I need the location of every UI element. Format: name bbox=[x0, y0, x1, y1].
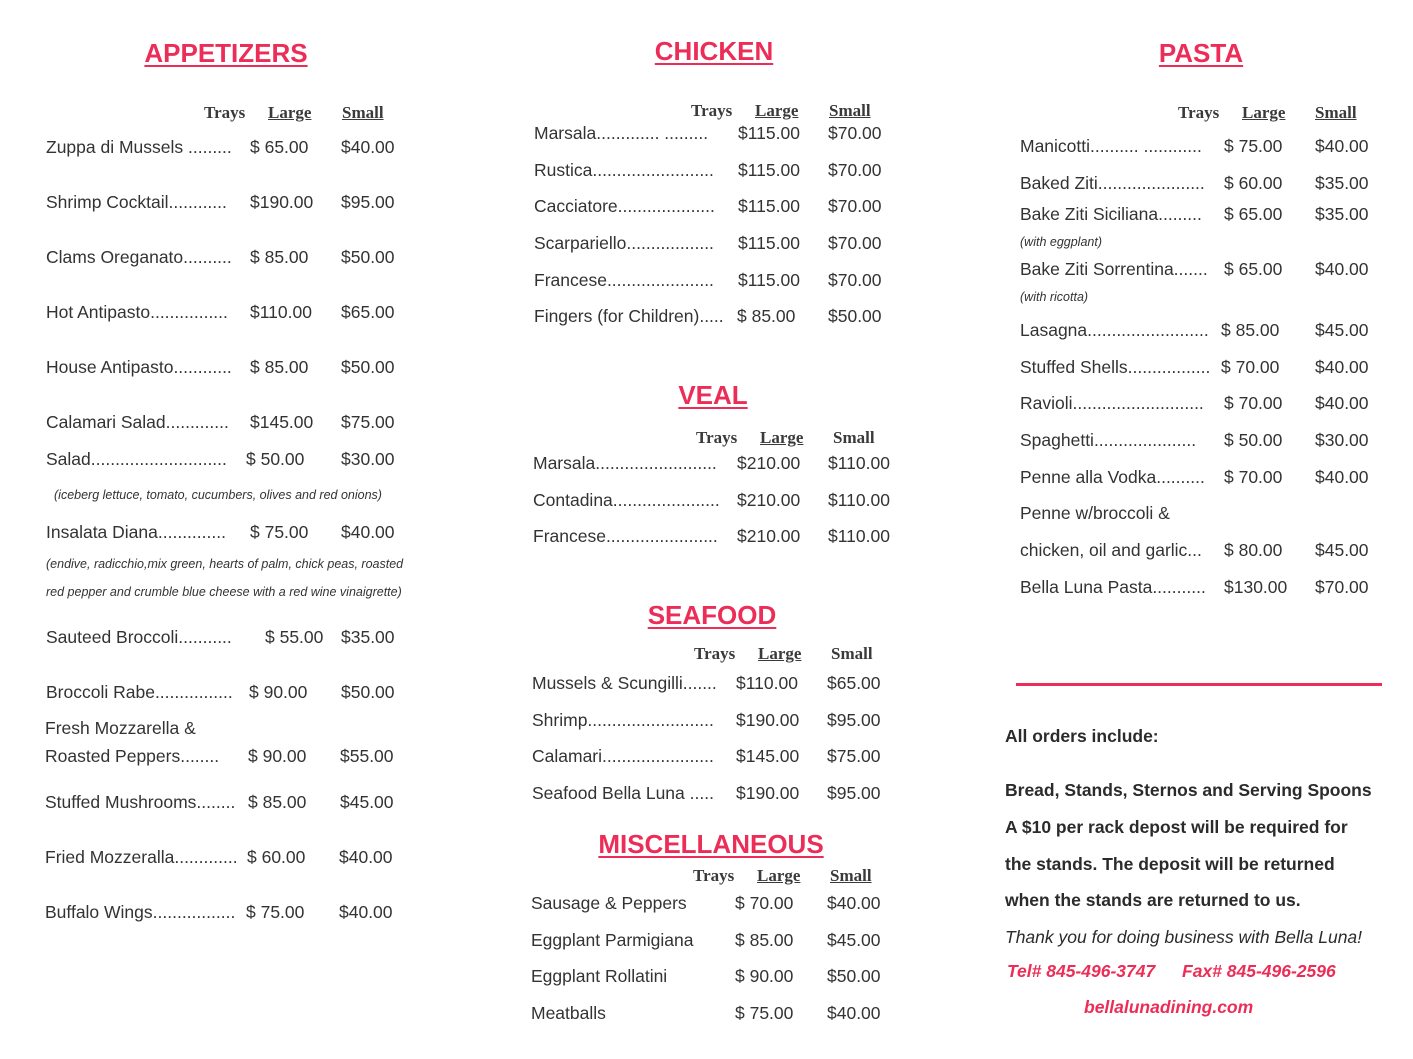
item-name: Fingers (for Children)..... bbox=[534, 306, 724, 326]
trays-label: Trays bbox=[694, 644, 736, 663]
section-divider bbox=[1016, 683, 1382, 686]
item-small-price: $95.00 bbox=[341, 192, 395, 212]
item-small-price: $50.00 bbox=[341, 357, 395, 377]
item-large-price: $110.00 bbox=[736, 673, 798, 693]
item-large-price: $ 65.00 bbox=[1224, 204, 1283, 224]
item-large-price: $ 85.00 bbox=[250, 247, 309, 267]
item-name: Lasagna......................... bbox=[1020, 320, 1209, 340]
item-name: Spaghetti..................... bbox=[1020, 430, 1197, 450]
item-name: Shrimp.......................... bbox=[532, 710, 714, 730]
item-large-price: $ 85.00 bbox=[735, 930, 794, 950]
item-large-price: $ 70.00 bbox=[1224, 393, 1283, 413]
item-small-price: $75.00 bbox=[827, 746, 881, 766]
trays-label: Trays bbox=[693, 866, 735, 885]
middle-column bbox=[520, 0, 940, 1059]
item-large-price: $190.00 bbox=[736, 710, 800, 730]
item-large-price: $115.00 bbox=[738, 160, 800, 180]
item-name: Broccoli Rabe................ bbox=[46, 682, 233, 702]
item-small-price: $40.00 bbox=[341, 137, 395, 157]
large-label: Large bbox=[758, 644, 802, 663]
diana-note: red pepper and crumble blue cheese with a red wine vinaigrette) bbox=[46, 585, 402, 599]
item-small-price: $40.00 bbox=[1315, 393, 1369, 413]
item-large-price: $ 90.00 bbox=[735, 966, 794, 986]
info-line: Bread, Stands, Sternos and Serving Spoons bbox=[1005, 780, 1372, 800]
item-name: Salad............................ bbox=[46, 449, 227, 469]
item-small-price: $65.00 bbox=[827, 673, 881, 693]
item-large-price: $ 60.00 bbox=[247, 847, 306, 867]
large-label: Large bbox=[757, 866, 801, 885]
item-large-price: $190.00 bbox=[250, 192, 314, 212]
veal-title: VEAL bbox=[678, 380, 748, 410]
item-small-price: $35.00 bbox=[341, 627, 395, 647]
item-large-price: $115.00 bbox=[738, 233, 800, 253]
item-name: Calamari....................... bbox=[532, 746, 714, 766]
item-small-price: $95.00 bbox=[827, 710, 881, 730]
thank-you-note: Thank you for doing business with Bella Luna! bbox=[1005, 927, 1363, 947]
item-large-price: $ 75.00 bbox=[250, 522, 309, 542]
orders-include-heading: All orders include: bbox=[1005, 726, 1159, 746]
trays-label: Trays bbox=[691, 101, 733, 120]
item-small-price: $40.00 bbox=[827, 893, 881, 913]
diana-note: (endive, radicchio,mix green, hearts of palm, chick peas, roasted bbox=[46, 557, 404, 571]
item-small-price: $40.00 bbox=[341, 522, 395, 542]
item-name: Cacciatore.................... bbox=[534, 196, 715, 216]
item-large-price: $ 70.00 bbox=[1221, 357, 1280, 377]
item-small-price: $45.00 bbox=[1315, 540, 1369, 560]
siciliana-note: (with eggplant) bbox=[1020, 235, 1102, 249]
menu-item-label: Fresh Mozzarella & bbox=[45, 718, 196, 738]
item-large-price: $ 60.00 bbox=[1224, 173, 1283, 193]
item-name: chicken, oil and garlic... bbox=[1020, 540, 1202, 560]
item-small-price: $50.00 bbox=[341, 247, 395, 267]
item-name: Manicotti.......... ............ bbox=[1020, 136, 1202, 156]
small-label: Small bbox=[1315, 103, 1357, 122]
item-small-price: $70.00 bbox=[1315, 577, 1369, 597]
small-label: Small bbox=[830, 866, 872, 885]
item-name: Buffalo Wings................. bbox=[45, 902, 236, 922]
pasta-title: PASTA bbox=[1158, 38, 1244, 68]
item-small-price: $40.00 bbox=[339, 847, 393, 867]
trays-label: Trays bbox=[696, 428, 738, 447]
item-name: Eggplant Rollatini bbox=[531, 966, 668, 986]
appetizers-column bbox=[30, 0, 430, 1059]
item-large-price: $ 80.00 bbox=[1224, 540, 1283, 560]
item-name: Seafood Bella Luna ..... bbox=[532, 783, 714, 803]
item-small-price: $40.00 bbox=[1315, 467, 1369, 487]
item-small-price: $55.00 bbox=[340, 746, 394, 766]
item-name: Roasted Peppers........ bbox=[45, 746, 220, 766]
item-small-price: $45.00 bbox=[340, 792, 394, 812]
item-name: Marsala............. ......... bbox=[534, 123, 709, 143]
small-label: Small bbox=[833, 428, 875, 447]
item-name: Stuffed Shells................. bbox=[1020, 357, 1211, 377]
small-label: Small bbox=[829, 101, 871, 120]
item-name: Zuppa di Mussels ......... bbox=[46, 137, 232, 157]
item-small-price: $40.00 bbox=[1315, 136, 1369, 156]
item-large-price: $210.00 bbox=[737, 453, 801, 473]
item-large-price: $ 75.00 bbox=[246, 902, 305, 922]
item-large-price: $ 55.00 bbox=[265, 627, 324, 647]
item-small-price: $50.00 bbox=[827, 966, 881, 986]
item-name: Shrimp Cocktail............ bbox=[46, 192, 227, 212]
item-name: Hot Antipasto................ bbox=[46, 302, 228, 322]
item-large-price: $ 85.00 bbox=[737, 306, 796, 326]
item-small-price: $45.00 bbox=[827, 930, 881, 950]
item-small-price: $70.00 bbox=[828, 270, 882, 290]
item-small-price: $30.00 bbox=[1315, 430, 1369, 450]
item-large-price: $145.00 bbox=[736, 746, 800, 766]
item-name: Contadina...................... bbox=[533, 490, 720, 510]
item-large-price: $210.00 bbox=[737, 490, 801, 510]
item-name: Bake Ziti Siciliana......... bbox=[1020, 204, 1202, 224]
item-name: Bella Luna Pasta........... bbox=[1020, 577, 1206, 597]
menu-item-label: Penne w/broccoli & bbox=[1020, 503, 1170, 523]
item-small-price: $40.00 bbox=[1315, 357, 1369, 377]
item-name: Sauteed Broccoli........... bbox=[46, 627, 232, 647]
chicken-title: CHICKEN bbox=[654, 36, 774, 66]
fax-number: Fax# 845-496-2596 bbox=[1182, 961, 1336, 981]
item-name: Bake Ziti Sorrentina....... bbox=[1020, 259, 1208, 279]
item-name: Clams Oreganato.......... bbox=[46, 247, 232, 267]
item-name: Baked Ziti...................... bbox=[1020, 173, 1205, 193]
item-name: Fried Mozzeralla............. bbox=[45, 847, 238, 867]
large-label: Large bbox=[760, 428, 804, 447]
item-large-price: $ 70.00 bbox=[735, 893, 794, 913]
small-label: Small bbox=[342, 103, 384, 122]
item-small-price: $70.00 bbox=[828, 196, 882, 216]
item-small-price: $40.00 bbox=[827, 1003, 881, 1023]
website-link[interactable]: bellalunadining.com bbox=[1084, 997, 1254, 1017]
item-large-price: $ 65.00 bbox=[1224, 259, 1283, 279]
item-small-price: $35.00 bbox=[1315, 204, 1369, 224]
item-large-price: $190.00 bbox=[736, 783, 800, 803]
item-small-price: $40.00 bbox=[1315, 259, 1369, 279]
item-large-price: $145.00 bbox=[250, 412, 314, 432]
item-small-price: $110.00 bbox=[828, 453, 890, 473]
seafood-title: SEAFOOD bbox=[647, 600, 777, 630]
item-name: Sausage & Peppers bbox=[531, 893, 687, 913]
item-name: Rustica......................... bbox=[534, 160, 714, 180]
item-large-price: $ 50.00 bbox=[1224, 430, 1283, 450]
item-small-price: $110.00 bbox=[828, 526, 890, 546]
item-name: Francese...................... bbox=[534, 270, 714, 290]
info-line: A $10 per rack depost will be required for bbox=[1005, 817, 1348, 837]
item-small-price: $75.00 bbox=[341, 412, 395, 432]
large-label: Large bbox=[755, 101, 799, 120]
item-large-price: $210.00 bbox=[737, 526, 801, 546]
info-line: the stands. The deposit will be returned bbox=[1005, 854, 1335, 874]
item-large-price: $115.00 bbox=[738, 270, 800, 290]
item-large-price: $ 85.00 bbox=[250, 357, 309, 377]
small-label: Small bbox=[831, 644, 873, 663]
item-name: Eggplant Parmigiana bbox=[531, 930, 694, 950]
telephone-number: Tel# 845-496-3747 bbox=[1007, 961, 1156, 981]
item-name: Scarpariello.................. bbox=[534, 233, 714, 253]
trays-label: Trays bbox=[204, 103, 246, 122]
item-name: House Antipasto............ bbox=[46, 357, 232, 377]
item-small-price: $70.00 bbox=[828, 233, 882, 253]
item-name: Ravioli........................... bbox=[1020, 393, 1204, 413]
item-small-price: $40.00 bbox=[339, 902, 393, 922]
trays-label: Trays bbox=[1178, 103, 1220, 122]
item-name: Marsala......................... bbox=[533, 453, 717, 473]
item-small-price: $30.00 bbox=[341, 449, 395, 469]
item-small-price: $50.00 bbox=[341, 682, 395, 702]
item-name: Stuffed Mushrooms........ bbox=[45, 792, 236, 812]
salad-note: (iceberg lettuce, tomato, cucumbers, olives and red onions) bbox=[54, 488, 382, 502]
item-large-price: $ 85.00 bbox=[248, 792, 307, 812]
item-small-price: $70.00 bbox=[828, 160, 882, 180]
item-large-price: $115.00 bbox=[738, 123, 800, 143]
large-label: Large bbox=[1242, 103, 1286, 122]
item-large-price: $ 65.00 bbox=[250, 137, 309, 157]
item-large-price: $115.00 bbox=[738, 196, 800, 216]
item-name: Penne alla Vodka.......... bbox=[1020, 467, 1205, 487]
item-small-price: $65.00 bbox=[341, 302, 395, 322]
item-name: Mussels & Scungilli....... bbox=[532, 673, 717, 693]
item-small-price: $110.00 bbox=[828, 490, 890, 510]
item-name: Insalata Diana.............. bbox=[46, 522, 226, 542]
item-large-price: $130.00 bbox=[1224, 577, 1288, 597]
item-large-price: $ 75.00 bbox=[735, 1003, 794, 1023]
item-large-price: $ 90.00 bbox=[248, 746, 307, 766]
item-small-price: $70.00 bbox=[828, 123, 882, 143]
info-line: when the stands are returned to us. bbox=[1005, 890, 1301, 910]
item-large-price: $110.00 bbox=[250, 302, 312, 322]
item-name: Calamari Salad............. bbox=[46, 412, 229, 432]
item-large-price: $ 70.00 bbox=[1224, 467, 1283, 487]
item-small-price: $45.00 bbox=[1315, 320, 1369, 340]
item-small-price: $35.00 bbox=[1315, 173, 1369, 193]
appetizers-title: APPETIZERS bbox=[144, 38, 308, 68]
item-large-price: $ 75.00 bbox=[1224, 136, 1283, 156]
sorrentina-note: (with ricotta) bbox=[1020, 290, 1089, 304]
item-small-price: $50.00 bbox=[828, 306, 882, 326]
item-small-price: $95.00 bbox=[827, 783, 881, 803]
item-name: Francese....................... bbox=[533, 526, 718, 546]
item-large-price: $ 90.00 bbox=[249, 682, 308, 702]
miscellaneous-title: MISCELLANEOUS bbox=[598, 829, 824, 859]
item-name: Meatballs bbox=[531, 1003, 606, 1023]
item-large-price: $ 50.00 bbox=[246, 449, 305, 469]
large-label: Large bbox=[268, 103, 312, 122]
item-large-price: $ 85.00 bbox=[1221, 320, 1280, 340]
